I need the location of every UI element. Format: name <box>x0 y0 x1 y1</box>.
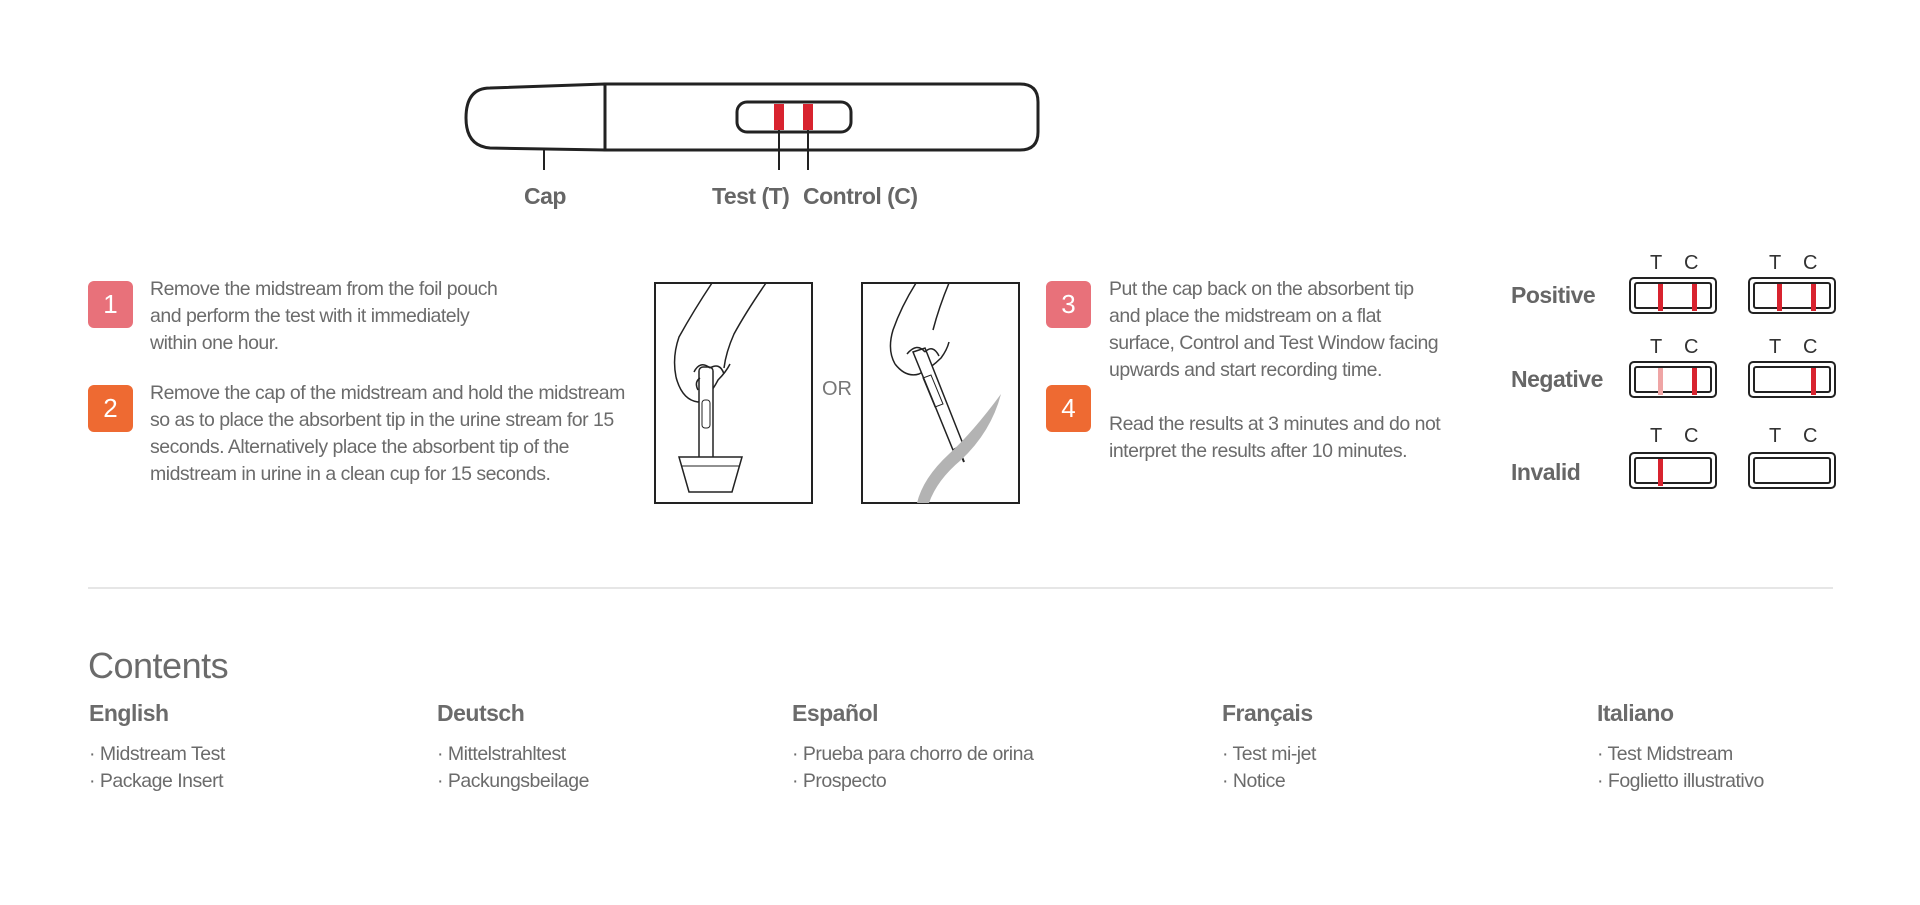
step-1-badge: 1 <box>88 281 133 328</box>
step-2-text <box>150 380 625 488</box>
cap-shape <box>466 84 605 150</box>
language-name: Español <box>792 700 878 726</box>
list-item: · Foglietto illustrativo <box>1597 770 1764 792</box>
cup-method-illustration <box>654 282 813 504</box>
control-label: Control (C) <box>803 183 918 209</box>
contents-title: Contents <box>88 645 229 686</box>
faint-test-line <box>1658 368 1663 395</box>
step-4-line: interpret the results after 10 minutes. <box>1109 440 1408 462</box>
stream-method-illustration <box>861 282 1020 504</box>
t-label: T <box>1650 425 1663 447</box>
step-3-line: and place the midstream on a flat <box>1109 305 1381 327</box>
list-item: · Test Midstream <box>1597 743 1733 765</box>
t-label: T <box>1650 252 1663 274</box>
step-1-line: and perform the test with it immediately <box>150 305 470 327</box>
or-label: OR <box>822 378 852 400</box>
c-label: C <box>1684 252 1699 274</box>
list-item: · Packungsbeilage <box>437 770 589 792</box>
t-label: T <box>1769 336 1782 358</box>
language-column-deutsch <box>437 700 589 795</box>
step-3-text <box>1109 276 1438 384</box>
step-2-line: midstream in urine in a clean cup for 15 seconds. <box>150 463 551 485</box>
language-column-espanol <box>792 700 1033 795</box>
c-label: C <box>1684 336 1699 358</box>
result-window <box>737 102 851 132</box>
test-label: Test (T) <box>712 183 790 209</box>
list-item: · Notice <box>1222 770 1286 792</box>
test-line <box>1658 284 1663 311</box>
list-item: · Prueba para chorro de orina <box>792 743 1034 765</box>
step-3-line: Put the cap back on the absorbent tip <box>1109 278 1414 300</box>
language-column-francais <box>1222 700 1316 795</box>
positive-result-window <box>1748 277 1836 314</box>
cup-icon <box>679 457 742 492</box>
invalid-label: Invalid <box>1511 459 1581 485</box>
language-name: Italiano <box>1597 700 1674 726</box>
step-4-badge: 4 <box>1046 385 1091 432</box>
language-column-english <box>89 700 225 795</box>
control-line <box>1811 284 1816 311</box>
negative-label: Negative <box>1511 366 1603 392</box>
test-line <box>774 104 784 130</box>
step-4-line: Read the results at 3 minutes and do not <box>1109 413 1441 435</box>
negative-result-window <box>1629 361 1717 398</box>
c-label: C <box>1803 425 1818 447</box>
midstream-stick <box>699 367 713 462</box>
c-label: C <box>1803 336 1818 358</box>
t-label: T <box>1769 425 1782 447</box>
language-name: English <box>89 700 169 726</box>
step-3-badge: 3 <box>1046 281 1091 328</box>
negative-result-window <box>1748 361 1836 398</box>
step-3-line: surface, Control and Test Window facing <box>1109 332 1439 354</box>
step-4-text <box>1109 411 1440 465</box>
step-2-line: seconds. Alternatively place the absorbent tip of the <box>150 436 570 458</box>
invalid-result-window <box>1748 452 1836 489</box>
list-item: · Prospecto <box>792 770 887 792</box>
language-column-italiano <box>1597 700 1764 795</box>
list-item: · Test mi-jet <box>1222 743 1316 765</box>
step-2-line: Remove the cap of the midstream and hold the midstream <box>150 382 625 404</box>
midstream-device-diagram <box>460 78 1050 170</box>
step-2-badge: 2 <box>88 385 133 432</box>
step-1-line: Remove the midstream from the foil pouch <box>150 278 498 300</box>
control-line <box>1811 368 1816 395</box>
c-label: C <box>1803 252 1818 274</box>
language-name: Deutsch <box>437 700 525 726</box>
step-3-line: upwards and start recording time. <box>1109 359 1382 381</box>
section-divider <box>88 587 1833 589</box>
invalid-result-window <box>1629 452 1717 489</box>
c-label: C <box>1684 425 1699 447</box>
positive-label: Positive <box>1511 282 1596 308</box>
positive-result-window <box>1629 277 1717 314</box>
test-line <box>1777 284 1782 311</box>
cap-label: Cap <box>524 183 566 209</box>
t-label: T <box>1769 252 1782 274</box>
control-line <box>1692 368 1697 395</box>
step-1-line: within one hour. <box>150 332 279 354</box>
step-2-line: so as to place the absorbent tip in the urine stream for 15 <box>150 409 614 431</box>
list-item: · Mittelstrahltest <box>437 743 566 765</box>
test-line <box>1658 459 1663 486</box>
language-name: Français <box>1222 700 1313 726</box>
list-item: · Midstream Test <box>89 743 225 765</box>
control-line <box>1692 284 1697 311</box>
step-1-text <box>150 276 497 357</box>
list-item: · Package Insert <box>89 770 223 792</box>
t-label: T <box>1650 336 1663 358</box>
control-line <box>803 104 813 130</box>
